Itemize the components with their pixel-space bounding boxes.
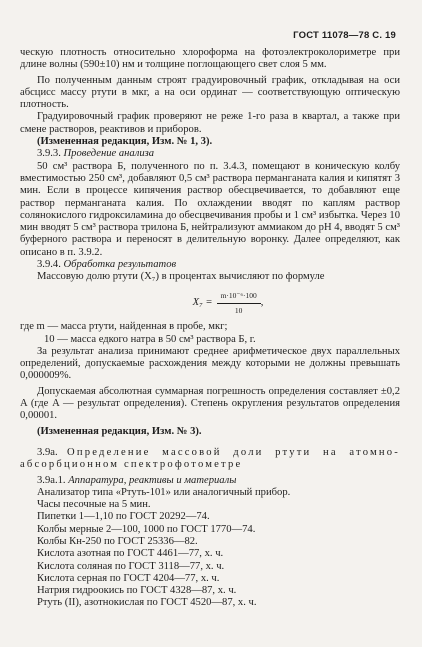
where-line: где m — масса ртути, найденная в пробе, мкг; (20, 321, 228, 333)
formula-comma: , (260, 297, 264, 309)
list-item: Кислота азотная по ГОСТ 4461—77, х. ч. (37, 548, 224, 560)
section-number: 3.9а. (37, 446, 58, 458)
paragraph: Допускаемая абсолютная суммарная погрешность определения составляет ±0,2 A (где A — результат определения). Степень округления результатов определения 0,00001. (20, 385, 400, 422)
section-number: 3.9а.1. (37, 474, 66, 486)
amendment-note: (Измененная редакция, Изм. № 1, 3). (37, 136, 213, 148)
paragraph: Градуировочный график проверяют не реже 1-го раза в квартал, а также при смене растворов, реактивов и приборов. (20, 111, 400, 135)
list-item: Ртуть (II), азотнокислая по ГОСТ 4520—87, х. ч. (37, 597, 257, 609)
page-header: ГОСТ 11078—78 С. 19 (293, 30, 396, 41)
list-item: Анализатор типа «Ртуть-101» или аналогичный прибор. (37, 486, 291, 498)
section-title: Проведение анализа (63, 148, 155, 160)
paragraph: 50 см³ раствора Б, полученного по п. 3.4.3, помещают в коническую колбу вместимостью 250 см³, добавляют 0,5 см³ раствора перманганата калия и кипятят 3 мин. Если в процессе кипячения раствор обесцвечивается, то добавляют еще раствор перманганата калия. По охлаждении вводят по каплям раствор солянокислого гидроксиламина до обесцвечивания пробы и 1 см³ избытка. Через 10 мин вводят 5 см³ раствора трилона Б, нейтрализуют аммиаком до рН 4, вводят 5 см³ буферного раствора и переносят в делительную воронку. Далее определяют, как описано в п. 3.9.2. (20, 160, 400, 258)
equipment-list (20, 487, 400, 610)
document-body (20, 47, 400, 610)
list-item: Кислота соляная по ГОСТ 3118—77, х. ч. (37, 560, 225, 572)
formula (56, 290, 400, 318)
list-item: Пипетки 1—1,10 по ГОСТ 20292—74. (37, 511, 210, 523)
paragraph: За результат анализа принимают среднее арифметическое двух параллельных определений, допускаемые расхождения между которыми не должны превышать 0,000009%. (20, 345, 400, 382)
section-heading-3-9a-1 (20, 475, 400, 487)
formula-lhs: X₇ = (192, 297, 213, 309)
section-heading-3-9a (20, 447, 400, 472)
list-item: Кислота серная по ГОСТ 4204—77, х. ч. (37, 572, 220, 584)
amendment-note: (Измененная редакция, Изм. № 3). (37, 425, 202, 437)
section-heading-3-9-4 (20, 259, 400, 271)
where-line: 10 — масса едкого натра в 50 см³ раствора Б, г. (44, 333, 256, 345)
paragraph: По полученным данным строят градуировочный график, откладывая на оси абсцисс массу ртути в мкг, а на оси ординат — соответствующую оптическую плотность. (20, 74, 400, 111)
section-number: 3.9.4. (37, 259, 61, 271)
formula-fraction (217, 290, 261, 318)
list-item: Колбы Кн-250 по ГОСТ 25336—82. (37, 535, 198, 547)
formula-denominator: 10 (234, 305, 243, 315)
paragraph: ческую плотность относительно хлороформа на фотоэлектроколориметре при длине волны (590±10) нм и толщине поглощающего свет слоя 5 мм. (20, 47, 400, 71)
section-number: 3.9.3. (37, 148, 61, 160)
list-item: Колбы мерные 2—100, 1000 по ГОСТ 1770—74. (37, 523, 256, 535)
section-title: Аппаратура, реактивы и материалы (68, 474, 237, 486)
list-item: Часы песочные на 5 мин. (37, 499, 151, 511)
section-heading-3-9-3 (20, 148, 400, 160)
paragraph: Массовую долю ртути (X₇) в процентах вычисляют по формуле (37, 271, 325, 283)
formula-numerator: m·10⁻⁶·100 (217, 290, 261, 304)
list-item: Натрия гидроокись по ГОСТ 4328—87, х. ч. (37, 585, 237, 597)
section-title: Определение массовой доли ртути на атомно-абсорбционном спектрофотометре (20, 446, 400, 471)
section-title: Обработка результатов (63, 259, 177, 271)
